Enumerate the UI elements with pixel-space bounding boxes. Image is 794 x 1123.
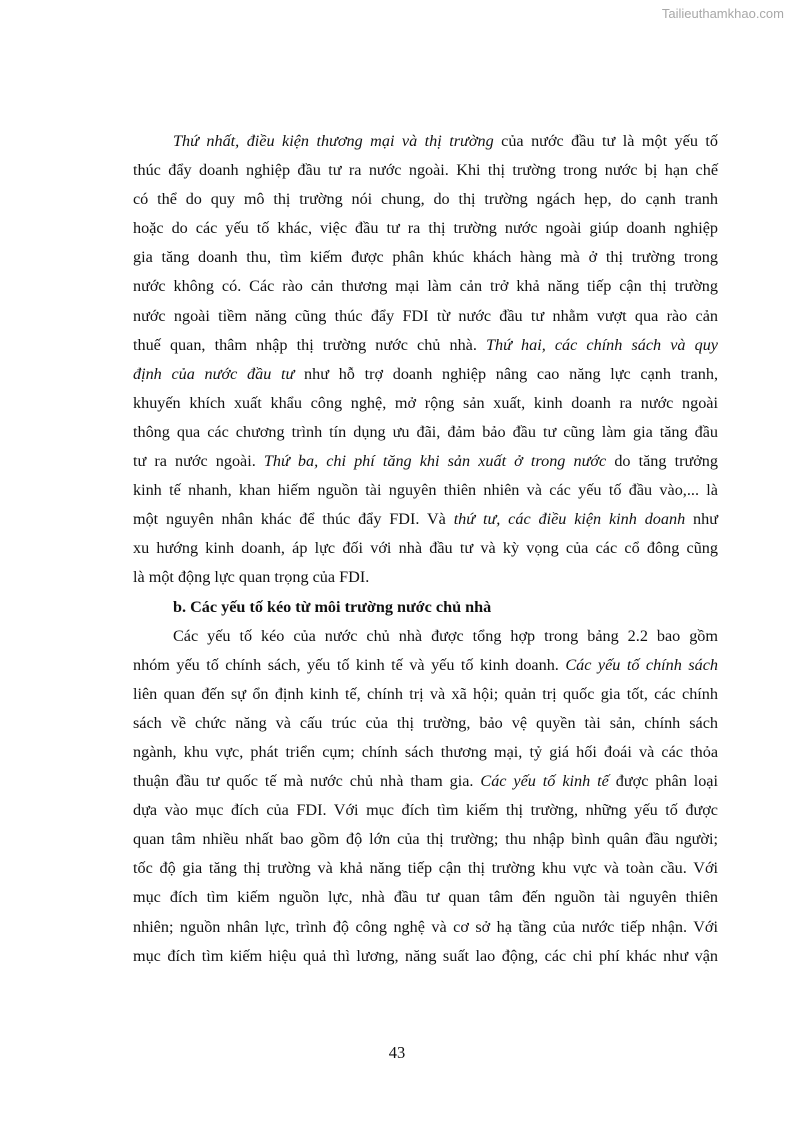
text-line: quan tâm nhiều nhất bao gồm độ lớn của thị trường; thu nhập bình quân đầu người; bbox=[133, 830, 718, 849]
text-line: khuyến khích xuất khẩu công nghệ, mở rộng sản xuất, kinh doanh ra nước ngoài bbox=[133, 393, 718, 412]
text-line: thông qua các chương trình tín dụng ưu đãi, đảm bảo đầu tư cũng làm gia tăng đầu bbox=[133, 422, 718, 441]
paragraph-1 bbox=[133, 127, 718, 593]
text-line: thúc đẩy doanh nghiệp đầu tư ra nước ngoài. Khi thị trường trong nước bị hạn chế bbox=[133, 161, 718, 180]
italic-phrase: thứ tư, các điều kiện kinh doanh bbox=[453, 510, 686, 529]
text-line: mục đích tìm kiếm nguồn lực, nhà đầu tư quan tâm đến nguồn tài nguyên thiên bbox=[133, 888, 718, 907]
text-line: kinh tế nhanh, khan hiếm nguồn tài nguyên thiên nhiên và các yếu tố đầu vào,... là bbox=[133, 481, 718, 500]
text-line: nhiên; nguồn nhân lực, trình độ công nghệ và cơ sở hạ tầng của nước tiếp nhận. Với bbox=[133, 917, 718, 936]
paragraph-2 bbox=[133, 622, 718, 971]
text-line: thuế quan, thâm nhập thị trường nước chủ nhà. Thứ hai, các chính sách và quy bbox=[133, 335, 718, 354]
text-line: Các yếu tố kéo của nước chủ nhà được tổng hợp trong bảng 2.2 bao gồm bbox=[173, 626, 718, 645]
italic-phrase: Thứ ba, chi phí tăng khi sản xuất ở trong nước bbox=[263, 452, 607, 471]
text-line: tư ra nước ngoài. Thứ ba, chi phí tăng khi sản xuất ở trong nước do tăng trưởng bbox=[133, 452, 718, 471]
text-line: sách về chức năng và cấu trúc của thị trường, bảo vệ quyền tài sản, chính sách bbox=[133, 713, 718, 732]
section-heading: b. Các yếu tố kéo từ môi trường nước chủ nhà bbox=[173, 597, 492, 616]
text-line: là một động lực quan trọng của FDI. bbox=[133, 568, 370, 587]
text-line: xu hướng kinh doanh, áp lực đối với nhà đầu tư và kỳ vọng của các cổ đông cũng bbox=[133, 539, 718, 558]
text-line: gia tăng doanh thu, tìm kiếm được phân khúc khách hàng mà ở thị trường trong bbox=[133, 248, 718, 267]
text-line: Thứ nhất, điều kiện thương mại và thị trường của nước đầu tư là một yếu tố bbox=[173, 132, 718, 150]
text-line: hoặc do các yếu tố khác, việc đầu tư ra thị trường nước ngoài giúp doanh nghiệp bbox=[133, 219, 718, 238]
text-line: một nguyên nhân khác để thúc đẩy FDI. Và thứ tư, các điều kiện kinh doanh như bbox=[133, 510, 718, 529]
italic-phrase: Thứ nhất, điều kiện thương mại và thị trường bbox=[173, 132, 494, 150]
text-line: tốc độ gia tăng thị trường và khả năng tiếp cận thị trường khu vực và toàn cầu. Với bbox=[133, 859, 718, 878]
text-line: nhóm yếu tố chính sách, yếu tố kinh tế và yếu tố kinh doanh. Các yếu tố chính sách bbox=[133, 655, 718, 674]
text-line: ngành, khu vực, phát triển cụm; chính sách thương mại, tỷ giá hối đoái và các thỏa bbox=[133, 742, 718, 761]
text-line: mục đích tìm kiếm hiệu quả thì lương, năng suất lao động, các chi phí khác như vận bbox=[133, 946, 718, 965]
text-line: có thể do quy mô thị trường nói chung, do thị trường ngách hẹp, do cạnh tranh bbox=[133, 190, 718, 209]
italic-phrase: Các yếu tố chính sách bbox=[565, 655, 718, 674]
italic-phrase: định của nước đầu tư bbox=[133, 364, 295, 383]
text-line: thuận đầu tư quốc tế mà nước chủ nhà tham gia. Các yếu tố kinh tế được phân loại bbox=[133, 772, 718, 791]
text-line: liên quan đến sự ổn định kinh tế, chính trị và xã hội; quản trị quốc gia tốt, các chính bbox=[133, 684, 718, 703]
italic-phrase: Thứ hai, các chính sách và quy bbox=[486, 335, 718, 354]
italic-phrase: Các yếu tố kinh tế bbox=[480, 772, 609, 791]
text-line: định của nước đầu tư như hỗ trợ doanh nghiệp nâng cao năng lực cạnh tranh, bbox=[133, 364, 718, 383]
document-body bbox=[133, 127, 718, 971]
watermark: Tailieuthamkhao.com bbox=[661, 6, 784, 21]
text-line: nước ngoài tiềm năng cũng thúc đẩy FDI từ nước đầu tư nhằm vượt qua rào cản bbox=[133, 306, 718, 325]
text-line: nước không có. Các rào cản thương mại làm cản trở khả năng tiếp cận thị trường bbox=[133, 277, 718, 296]
text-line: dựa vào mục đích của FDI. Với mục đích tìm kiếm thị trường, những yếu tố được bbox=[133, 801, 718, 820]
page-number: 43 bbox=[388, 1043, 406, 1062]
